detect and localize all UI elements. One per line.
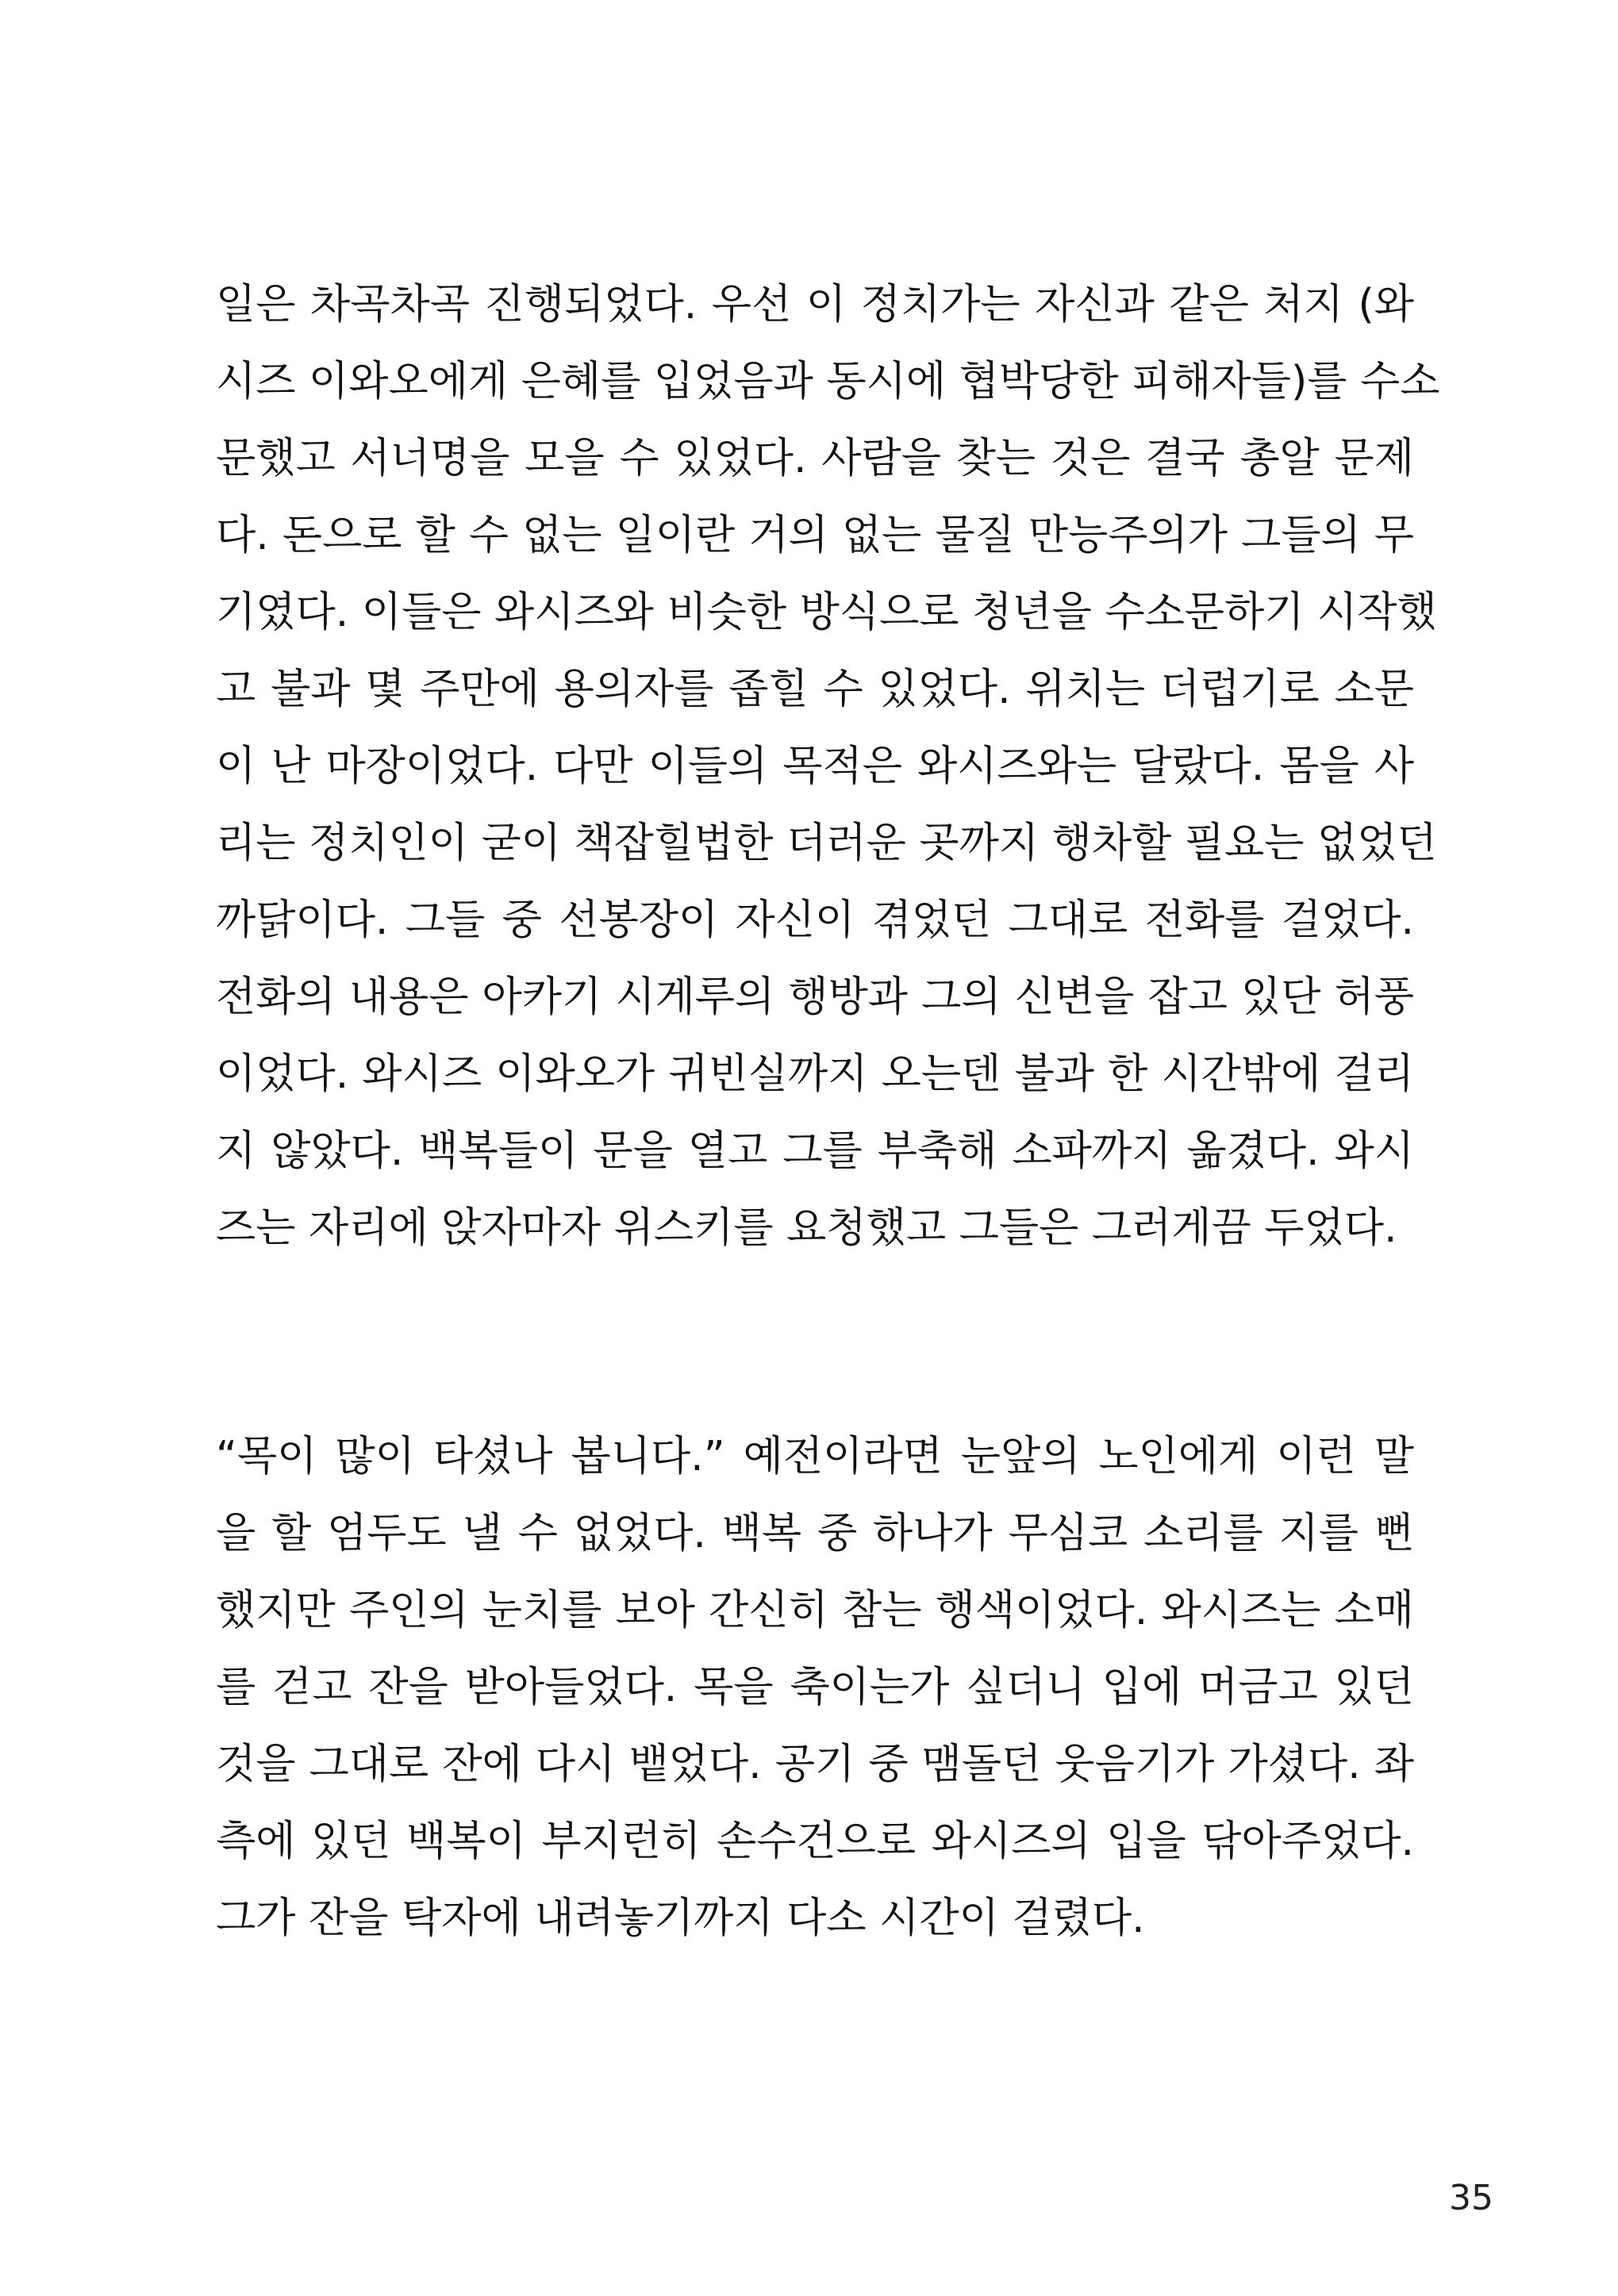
text-line: 기였다. 이들은 와시즈와 비슷한 방식으로 청년을 수소문하기 시작했 (216, 589, 1437, 636)
text-line: 문했고 서너명을 모을 수 있었다. 사람을 찾는 것은 결국 총알 문제 (216, 435, 1414, 482)
text-line: 리는 정치인이 굳이 책잡힐법한 더러운 곳까지 행차할 필요는 없었던 (216, 820, 1437, 867)
text-line: 고 불과 몇 주만에 용의자를 좁힐 수 있었다. 위치는 더럽기로 소문 (216, 666, 1414, 713)
text-line: “목이 많이 타셨나 봅니다.” 예전이라면 눈앞의 노인에게 이런 말 (216, 1433, 1414, 1480)
text-line: 이었다. 와시즈 이와오가 귀빈실까지 오는덴 불과 한 시간밖에 걸리 (216, 1050, 1414, 1098)
text-line: 시즈 이와오에게 은혜를 입었음과 동시에 협박당한 피해자들)를 수소 (216, 358, 1440, 405)
text-line: 를 걷고 잔을 받아들었다. 목을 축이는가 싶더니 입에 머금고 있던 (216, 1664, 1414, 1711)
text-line: 했지만 주인의 눈치를 보아 간신히 참는 행색이었다. 와시즈는 소매 (216, 1587, 1414, 1634)
text-line: 즈는 자리에 앉자마자 위스키를 요청했고 그들은 그러게끔 두었다. (216, 1204, 1397, 1252)
text-line: 측에 있던 백복이 부지런히 손수건으로 와시즈의 입을 닦아주었다. (216, 1818, 1414, 1865)
text-line: 까닭이다. 그들 중 선봉장이 자신이 겪었던 그대로 전화를 걸었다. (216, 897, 1414, 944)
page-number: 35 (1449, 2178, 1493, 2218)
paragraph-1 (216, 267, 1440, 1267)
text-line: 것을 그대로 잔에 다시 뱉었다. 공기 중 맴돌던 웃음기가 가셨다. 좌 (216, 1741, 1414, 1788)
text-line: 을 할 엄두도 낼 수 없었다. 백복 중 하나가 무심코 소리를 지를 뻔 (216, 1510, 1414, 1557)
text-line: 지 않았다. 백복들이 문을 열고 그를 부축해 소파까지 옮겼다. 와시 (216, 1127, 1414, 1175)
text-line: 전화의 내용은 아카기 시게루의 행방과 그의 신변을 잡고 있단 허풍 (216, 973, 1414, 1021)
text-line: 일은 차곡차곡 진행되었다. 우선 이 정치가는 자신과 같은 처지 (와 (216, 281, 1414, 328)
paragraph-2 (216, 1419, 1414, 1957)
text-line: 그가 잔을 탁자에 내려놓기까지 다소 시간이 걸렸다. (216, 1895, 1145, 1942)
text-line: 다. 돈으로 할 수 없는 일이란 거의 없는 물질 만능주의가 그들의 무 (216, 512, 1414, 559)
text-line: 이 난 마장이었다. 다만 이들의 목적은 와시즈와는 달랐다. 몸을 사 (216, 743, 1414, 790)
